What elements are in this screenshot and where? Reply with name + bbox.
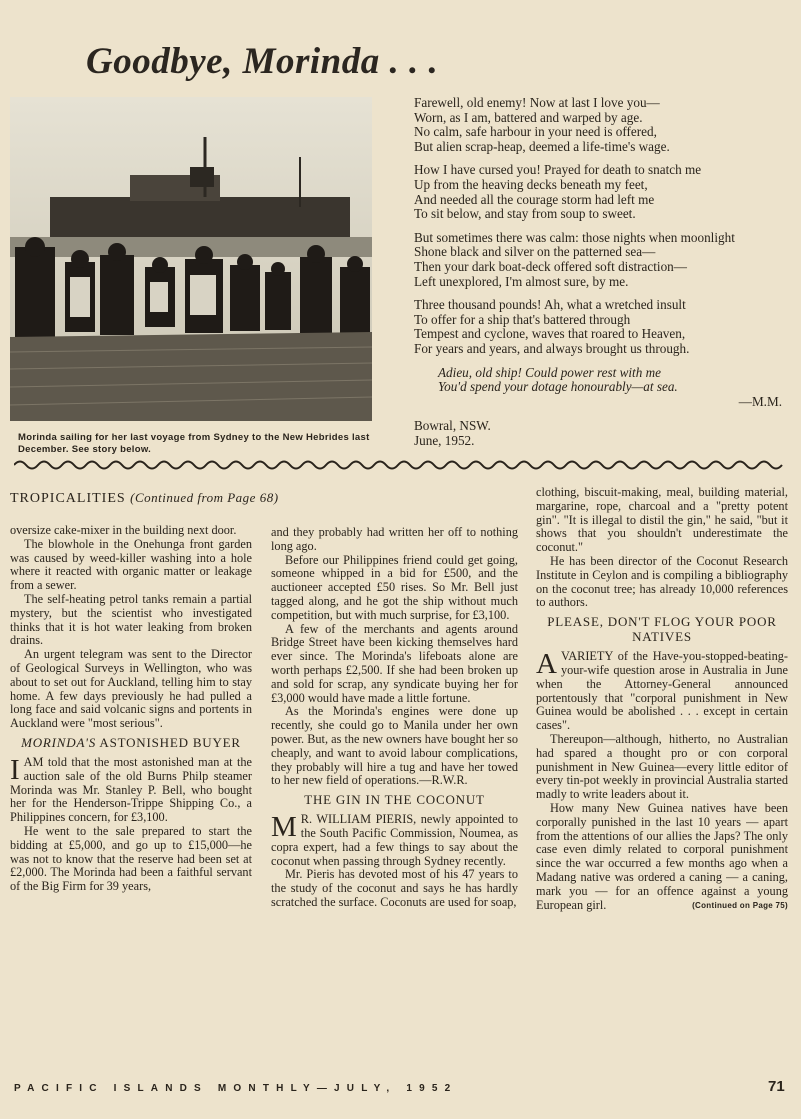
subheading — [10, 735, 252, 750]
paragraph: He went to the sale prepared to start the bidding at £5,000, and go up to £15,000—he was not to know that the reserve had been set at £2,000. The Morinda had been a faithful servant of the Big Firm for 39 years, — [10, 823, 252, 894]
poem-line: Shone black and silver on the patterned sea— — [414, 244, 656, 260]
subheading: PLEASE, DON'T FLOG YOUR POOR NATIVES — [547, 614, 777, 645]
poem-line: How I have cursed you! Prayed for death to snatch me — [414, 162, 702, 178]
paragraph: Mr. Pieris has devoted most of his 47 years to the study of the coconut and says he has hardly scratched the surface. Coconuts are used for soap, — [271, 867, 518, 909]
poem-signature: —M.M. — [738, 393, 782, 409]
column-3 — [536, 486, 788, 912]
paragraph: Before our Philippines friend could get going, someone whipped in a bid for £500, and the auctioneer accepted £50 rises. So Mr. Bell just tagged along, and he got the ship without much competition, but with much surprise, for £3,100. — [271, 552, 518, 622]
poem-line: Up from the heaving decks beneath my feet, — [414, 176, 648, 192]
paragraph — [271, 813, 518, 868]
paragraph: He has been director of the Coconut Research Institute in Ceylon and is compiling a bibliography on the coconut tree; has already 10,000 references to authors. — [536, 553, 788, 610]
column-2 — [271, 526, 518, 910]
section-heading — [10, 490, 279, 507]
paragraph: As the Morinda's engines were done up recently, she could go to Manila under her own power. But, as the new owners have bought her so cheaply, and want to avoid labour complications, they probably will hire a tug and have her towed to her new field of operations.—R.W.R. — [271, 704, 518, 788]
poem-line: For years and years, and always brought us through. — [414, 340, 690, 356]
article-title: Goodbye, Morinda . . . — [86, 41, 439, 82]
subheading-italic: MORINDA'S — [21, 734, 97, 750]
poem-line: To sit below, and stay from soup to sweet. — [414, 206, 636, 222]
subheading: THE GIN IN THE COCONUT — [304, 792, 485, 808]
poem-line: Three thousand pounds! Ah, what a wretched insult — [414, 297, 686, 313]
poem-line: Worn, as I am, battered and warped by age. — [414, 109, 643, 125]
poem-place: Bowral, NSW. — [414, 418, 491, 434]
paragraph-text: How many New Guinea natives have been corporally punished in the last 10 years — apart from the attentions of our allies the Japs? The only case even dimly related to corporal punishment since the war occurred a few months ago when a Madang native was ordered a caning — a caning, mark you — for an offence against a young European girl. — [536, 800, 788, 912]
paragraph: The blowhole in the Onehunga front garden was caused by weed-killer washing into a hole where it reacted with organic matter or leakage from a sewer. — [10, 536, 252, 593]
section-continued: (Continued from Page 68) — [130, 490, 279, 505]
paragraph-text: AM told that the most astonished man at the auction sale of the old Burns Philp steamer Morinda was Mr. Stanley P. Bell, who bought her for the Henderson-Trippe Shipping Co., a Philippines concern, for £3,100. — [10, 754, 252, 825]
column-1 — [10, 524, 252, 894]
poem-stanza — [414, 231, 790, 289]
section-title: TROPICALITIES — [10, 491, 126, 506]
poem-date: June, 1952. — [414, 432, 475, 448]
poem-line: But alien scrap-heap, deemed a life-time's wage. — [414, 138, 670, 154]
poem-line: But sometimes there was calm: those nights when moonlight — [414, 229, 735, 245]
poem-adieu — [438, 366, 790, 395]
poem-line: To offer for a ship that's battered through — [414, 311, 631, 327]
poem-stanza — [414, 96, 790, 154]
poem-line: No calm, safe harbour in your need is offered, — [414, 124, 657, 140]
poem-line: Tempest and cyclone, waves that roared to Heaven, — [414, 326, 686, 342]
continued-note: (Continued on Page 75) — [692, 900, 788, 910]
page-footer: PACIFIC ISLANDS MONTHLY—JULY, 1952 — [14, 1083, 458, 1094]
paragraph — [536, 802, 788, 912]
paragraph: A few of the merchants and agents around Bridge Street have been kicking themselves hard ever since. The Morinda's lifeboats alone are worth perhaps £2,500. If she had been broken up and sold for scrap, any syndicate buying her for £3,000 would have made a little fortune. — [271, 621, 518, 705]
page-number: 71 — [768, 1078, 785, 1095]
ship-photo-image — [10, 97, 372, 421]
paragraph: An urgent telegram was sent to the Director of Geological Surveys in Wellington, who was about to set out for Auckland, telling him to stay home. A few days previously he had pulled a long face and said volcanic signs and portents in Auckland were "most serious". — [10, 647, 252, 731]
poem-line: And needed all the courage storm had left me — [414, 191, 655, 207]
wave-divider — [14, 458, 790, 472]
drop-cap: M — [271, 811, 297, 844]
paragraph: and they probably had written her off to nothing long ago. — [271, 525, 518, 553]
paragraph: clothing, biscuit-making, meal, building material, margarine, rope, charcoal and a "pretty potent gin". "It is illegal to distil the gin," he said, "but it shows that you shouldn't underestimate the coconut." — [536, 485, 788, 555]
drop-cap: I — [10, 753, 20, 786]
paragraph: oversize cake-mixer in the building next door. — [10, 523, 237, 537]
poem-line: Adieu, old ship! Could power rest with me — [438, 364, 661, 380]
poem-line: You'd spend your dotage honourably—at sea. — [438, 379, 678, 395]
poem-line: Left unexplored, I'm almost sure, by me. — [414, 273, 629, 289]
paragraph-text: R. WILLIAM PIERIS, newly appointed to the South Pacific Commission, Noumea, as copra expert, had a few things to say about the coconut when passing through Sydney recently. — [271, 812, 518, 868]
subheading-text: ASTONISHED BUYER — [96, 734, 241, 750]
paragraph: The self-heating petrol tanks remain a partial mystery, but the scientist who investigated thinks that it is hot water leaking from broken drains. — [10, 591, 252, 648]
paragraph: Thereupon—although, hitherto, no Australian had spared a thought pro or con corporal punishment in New Guinea—every little editor of every tin-pot weekly in provincial Australia started madly to write leaders about it. — [536, 731, 788, 802]
poem-stanza — [414, 163, 790, 221]
poem-stanza — [414, 298, 790, 356]
paragraph-text: VARIETY of the Have-you-stopped-beating-your-wife question arose in Australia in June when the Attorney-General announced portentously that "corporal punishment in New Guinea would be abolished . . . except in certain cases". — [536, 649, 788, 733]
photo-caption: Morinda sailing for her last voyage from Sydney to the New Hebrides last December. See story below. — [18, 432, 370, 455]
paragraph — [536, 650, 788, 733]
drop-cap: A — [536, 648, 557, 681]
poem-line: Farewell, old enemy! Now at last I love you— — [414, 95, 660, 110]
ship-photo — [10, 97, 372, 421]
poem-line: Then your dark boat-deck offered soft distraction— — [414, 258, 687, 274]
paragraph — [10, 753, 252, 825]
poem — [414, 96, 790, 448]
